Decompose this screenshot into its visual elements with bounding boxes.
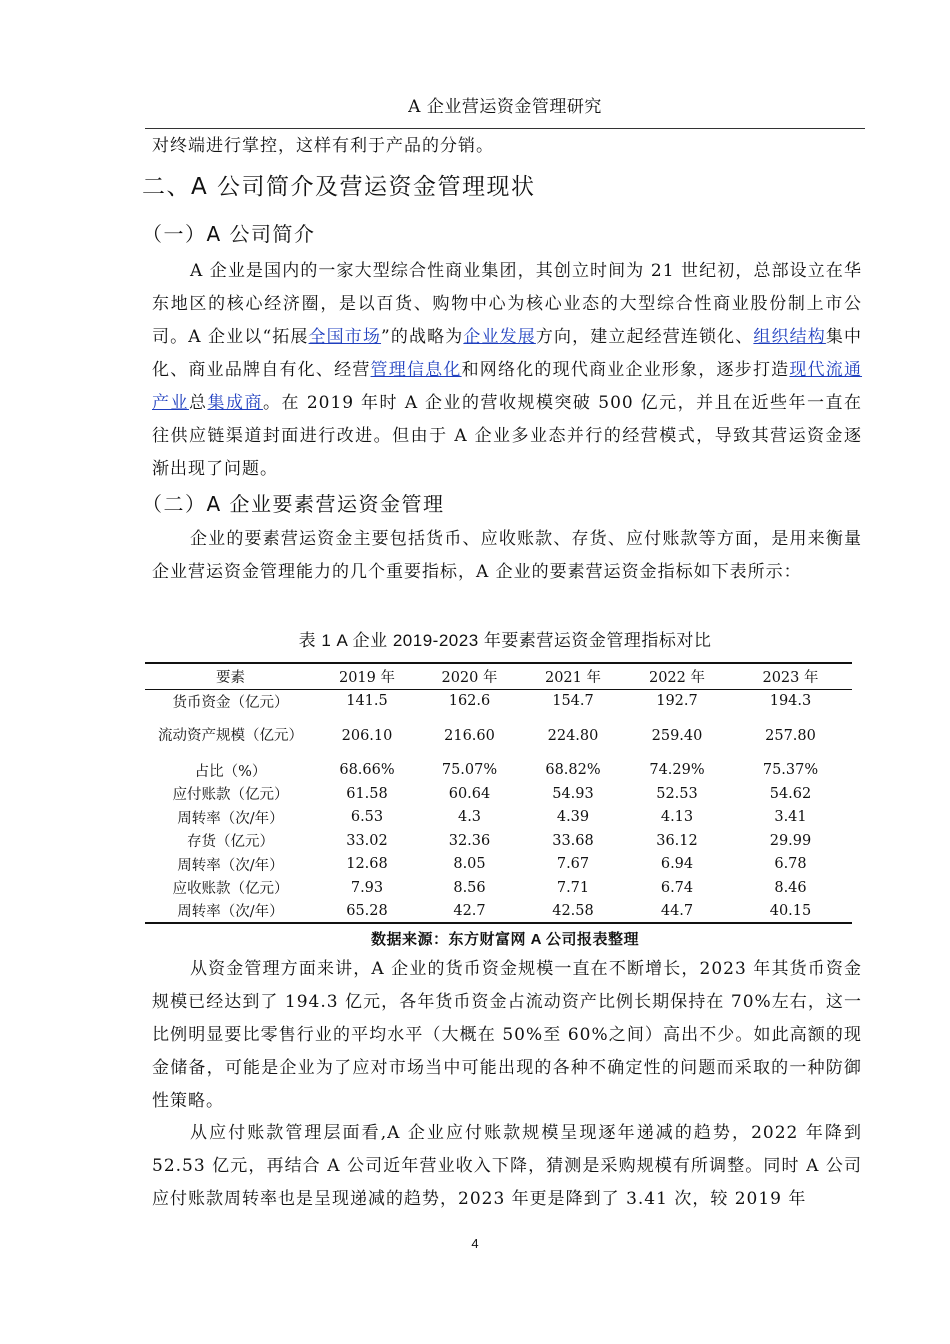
paragraph-continuation: 对终端进行掌控，这样有利于产品的分销。: [152, 136, 494, 156]
table-cell: 6.53: [350, 809, 384, 826]
table-row: [145, 806, 852, 830]
table-header-row: [145, 663, 852, 689]
table-cell: 33.02: [346, 832, 388, 849]
table-cell: 68.82%: [545, 762, 601, 779]
table-cell: 7.93: [350, 879, 384, 896]
table-row: [145, 853, 852, 877]
link-integrator[interactable]: 集成商: [207, 393, 263, 413]
table-cell: 60.64: [448, 785, 491, 802]
text-span: 和网络化的现代商业企业形象，逐步打造: [461, 360, 790, 380]
paragraph-company-intro: [152, 255, 862, 486]
table-cell: 257.80: [765, 727, 816, 744]
text-span: 总: [188, 393, 208, 413]
paragraph-working-capital-intro: 企业的要素营运资金主要包括货币、应收账款、存货、应付账款等方面，是用来衡量企业营运资金管理能力的几个重要指标，A 企业的要素营运资金指标如下表所示：: [152, 529, 862, 582]
table-row: [145, 876, 852, 900]
table-cell: 6.74: [660, 879, 694, 896]
table-cell: 75.07%: [441, 762, 498, 779]
column-header: 2023 年: [729, 663, 852, 689]
text-span: 集中化、商业品牌自有化、经营: [152, 327, 863, 380]
text-span: 方向，建立起经营连锁化、: [535, 327, 754, 347]
table-cell: 206.10: [341, 727, 393, 744]
table-row: [145, 713, 852, 759]
table-row: [145, 900, 852, 924]
table-row: [145, 782, 852, 806]
row-label: 应收账款（亿元）: [172, 881, 289, 898]
table-cell: 33.68: [552, 832, 594, 849]
table-cell: 6.78: [774, 856, 807, 873]
table-cell: 74.29%: [649, 762, 705, 779]
table-cell: 32.36: [448, 832, 491, 849]
table-cell: 194.3: [769, 693, 812, 709]
column-header: 2020 年: [418, 663, 521, 689]
paragraph-payables-analysis: 从应付账款管理层面看,A 企业应付账款规模呈现逐年递减的趋势，2022 年降到 52.53 亿元，再结合 A 公司近年营业收入下降，猜测是采购规模有所调整。同时 A 公司应付账款周转率也是呈现递减的趋势，2023 年更是降到了 3.41 次，较 2019 年: [152, 1123, 862, 1209]
subsection-heading-working-capital: （二）A 企业要素营运资金管理: [142, 492, 445, 516]
table-cell: 52.53: [656, 785, 698, 802]
table-cell: 7.71: [556, 879, 590, 896]
table-cell: 8.56: [453, 879, 486, 896]
row-label: 周转率（次/年）: [177, 810, 284, 827]
link-modern-circulation-industry[interactable]: 现代流通产业: [152, 360, 863, 413]
text-span: ”的战略为: [381, 327, 464, 347]
table-cell: 192.7: [656, 693, 698, 709]
row-label: 占比（%）: [194, 763, 267, 780]
row-label: 应付账款（亿元）: [172, 787, 289, 804]
table-caption: 表 1 A 企业 2019-2023 年要素营运资金管理指标对比: [298, 631, 712, 650]
row-label: 存货（亿元）: [187, 834, 274, 851]
subsection-heading-company-intro: （一）A 公司简介: [142, 222, 316, 246]
paragraph-cash-analysis: 从资金管理方面来讲，A 企业的货币资金规模一直在不断增长，2023 年其货币资金规模已经达到了 194.3 亿元，各年货币资金占流动资产比例长期保持在 70%左右，这一比例明显要比零售行业的平均水平（大概在 50%至 60%之间）高出不少。如此高额的现金储备，可能是企业为了应对市场当中可能出现的各种不确定性的问题而采取的一种防御性策略。: [152, 959, 862, 1111]
table-cell: 65.28: [316, 900, 418, 924]
page-number: 4: [471, 1236, 479, 1251]
table-cell: 36.12: [656, 832, 698, 849]
table-row: [145, 759, 852, 783]
table-cell: 54.62: [769, 785, 812, 802]
table-cell: 154.7: [552, 693, 594, 709]
working-capital-table: [145, 662, 852, 924]
table-cell: 6.94: [660, 856, 694, 873]
running-header: A 企业营运资金管理研究: [408, 97, 602, 117]
column-header: 2019 年: [316, 663, 418, 689]
table-cell: 259.40: [651, 727, 703, 744]
row-label: 货币资金（亿元）: [172, 694, 289, 711]
table-cell: 7.67: [556, 856, 590, 873]
section-heading: 二、A 公司简介及营运资金管理现状: [142, 174, 536, 200]
table-cell: 224.80: [547, 727, 599, 744]
table-cell: 42.7: [418, 900, 521, 924]
column-header: 2022 年: [625, 663, 729, 689]
table-cell: 75.37%: [762, 762, 819, 779]
table-cell: 40.15: [729, 900, 852, 924]
table-cell: 4.13: [660, 809, 694, 826]
table-cell: 29.99: [769, 832, 812, 849]
column-header: 要素: [145, 663, 316, 689]
header-divider: [145, 128, 865, 129]
table-cell: 61.58: [346, 785, 388, 802]
table-row: [145, 689, 852, 713]
row-label: 周转率（次/年）: [145, 900, 316, 924]
table-cell: 8.05: [453, 856, 486, 873]
link-national-market[interactable]: 全国市场: [308, 327, 382, 347]
table-cell: 3.41: [774, 809, 807, 826]
table-cell: 54.93: [552, 785, 594, 802]
table-cell: 162.6: [448, 693, 491, 709]
link-enterprise-development[interactable]: 企业发展: [463, 327, 536, 347]
text-span: A 企业是国内的一家大型综合性商业集团，其创立时间为 21 世纪初，总部设立在华东地区的核心经济圈，是以百货、购物中心为核心业态的大型综合性商业股份制上市公司。A 企业以“拓展: [152, 261, 862, 347]
table-cell: 44.7: [625, 900, 729, 924]
table-cell: 4.3: [457, 809, 482, 826]
table-cell: 68.66%: [339, 762, 395, 779]
table-cell: 12.68: [346, 856, 388, 873]
row-label: 周转率（次/年）: [177, 857, 284, 874]
table-cell: 4.39: [556, 809, 590, 826]
table-source-note: 数据来源：东方财富网 A 公司报表整理: [370, 931, 640, 948]
table-cell: 141.5: [346, 693, 388, 709]
column-header: 2021 年: [521, 663, 625, 689]
link-organizational-structure[interactable]: 组织结构: [753, 327, 826, 347]
table-cell: 8.46: [774, 879, 807, 896]
link-management-informatization[interactable]: 管理信息化: [370, 360, 462, 380]
row-label: 流动资产规模（亿元）: [158, 727, 303, 744]
table-cell: 216.60: [444, 727, 495, 744]
table-cell: 42.58: [521, 900, 625, 924]
table-row: [145, 829, 852, 853]
text-span: 。在 2019 年时 A 企业的营收规模突破 500 亿元，并且在近些年一直在往供应链渠道封面进行改进。但由于 A 企业多业态并行的经营模式，导致其营运资金逐渐出现了问题。: [152, 393, 863, 479]
